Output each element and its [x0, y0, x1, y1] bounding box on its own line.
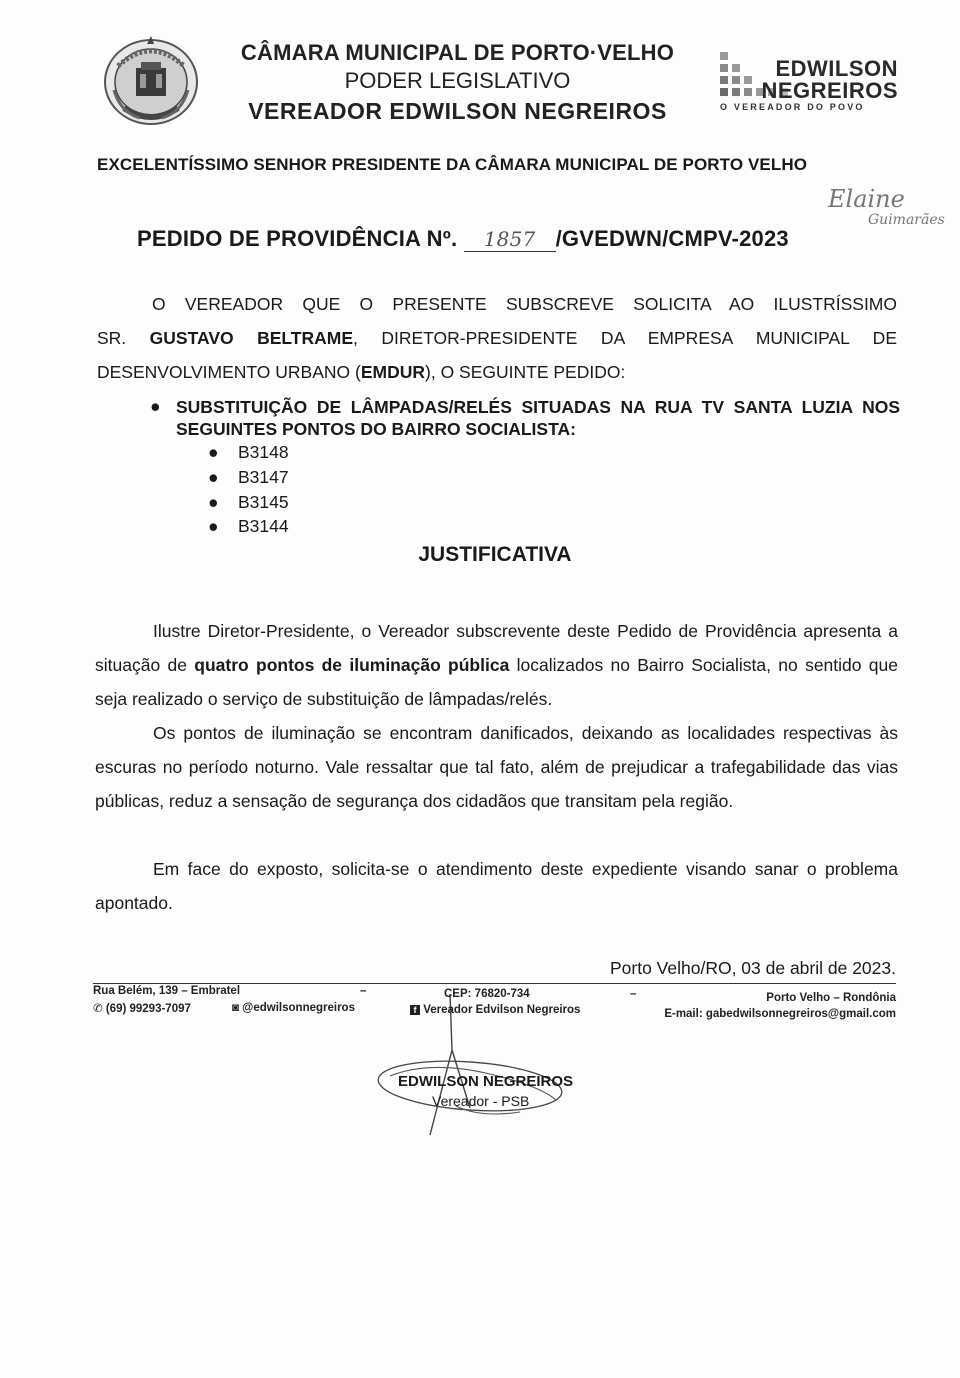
request-title-prefix: PEDIDO DE PROVIDÊNCIA Nº.	[137, 226, 458, 251]
request-number: 1857	[464, 227, 556, 252]
bullet-icon: ●	[208, 516, 219, 536]
signatory-name: EDWILSON NEGREIROS	[398, 1073, 574, 1090]
justification-title: JUSTIFICATIVA	[418, 543, 572, 566]
intro-line-2: SR. GUSTAVO BELTRAME, DIRETOR-PRESIDENTE DA EMPRESA MUNICIPAL DE	[97, 328, 897, 348]
margin-note-line1: Elaine	[828, 185, 905, 213]
header-chamber-name: CÂMARA MUNICIPAL DE PORTO·VELHO	[240, 40, 675, 65]
bullet-icon: ●	[208, 442, 219, 462]
footer-dash: –	[360, 985, 367, 997]
logo-name-line1: EDWILSON	[775, 56, 898, 81]
facebook-icon: f	[410, 1005, 420, 1015]
councilman-logo	[718, 50, 908, 122]
whatsapp-icon: ✆	[93, 1003, 103, 1015]
request-item	[150, 396, 900, 440]
list-item: ● B3144	[208, 516, 289, 536]
signatory-role: Vereador - PSB	[432, 1093, 530, 1109]
footer-address: Rua Belém, 139 – Embratel	[93, 985, 241, 997]
bullet-icon: ●	[208, 467, 219, 487]
footer-facebook[interactable]: f Vereador Edvilson Negreiros	[410, 1004, 580, 1016]
justification-paragraph-3: Em face do exposto, solicita-se o atendimento deste expediente visando sanar o problema apontado.	[95, 859, 898, 913]
bullet-icon: ●	[208, 492, 219, 512]
footer-phone: ✆ (69) 99293-7097	[93, 1003, 191, 1015]
footer-instagram[interactable]: ◙ @edwilsonnegreiros	[232, 1002, 355, 1014]
intro-line-3: DESENVOLVIMENTO URBANO (EMDUR), O SEGUINTE PEDIDO:	[97, 362, 626, 382]
bullet-icon: ●	[150, 396, 161, 416]
recipient-name: GUSTAVO BELTRAME	[149, 328, 354, 348]
list-item: ● B3145	[208, 492, 289, 512]
logo-name-line2: NEGREIROS	[761, 78, 898, 103]
footer-cep: CEP: 76820-734	[444, 988, 530, 1000]
list-item: ● B3147	[208, 467, 289, 487]
place-and-date: Porto Velho/RO, 03 de abril de 2023.	[609, 958, 896, 978]
justification-paragraph-1: Ilustre Diretor-Presidente, o Vereador subscrevente deste Pedido de Providência apresenta a situação de quatro pontos de iluminação pública localizados no Bairro Socialista, no sentido que seja realizado o serviço de substituição de lâmpadas/relés.	[95, 621, 898, 709]
justification-paragraph-2: Os pontos de iluminação se encontram danificados, deixando as localidades respectivas às escuras no período noturno. Vale ressaltar que tal fato, além de prejudicar a trafegabilidade das vias públicas, reduz a sensação de segurança dos cidadãos que transitam pela região.	[95, 723, 898, 811]
header-legislative-power: PODER LEGISLATIVO	[344, 68, 571, 93]
footer-email[interactable]: E-mail: gabedwilsonnegreiros@gmail.com	[664, 1008, 896, 1020]
intro-line-1: O VEREADOR QUE O PRESENTE SUBSCREVE SOLICITA AO ILUSTRÍSSIMO	[152, 294, 897, 314]
list-item: ● B3148	[208, 442, 289, 462]
footer-dash: –	[630, 988, 637, 1000]
header-councilman: VEREADOR EDWILSON NEGREIROS	[248, 98, 667, 124]
agency-acronym: EMDUR	[360, 362, 426, 382]
chamber-coat-of-arms-icon	[100, 30, 202, 130]
request-item-text: SUBSTITUIÇÃO DE LÂMPADAS/RELÉS SITUADAS NA RUA TV SANTA LUZIA NOS SEGUINTES PONTOS DO BAIRRO SOCIALISTA:	[176, 397, 900, 439]
request-title-suffix: /GVEDWN/CMPV-2023	[555, 226, 789, 251]
margin-note-line2: Guimarães	[868, 212, 945, 228]
request-title	[137, 226, 789, 252]
footer-city: Porto Velho – Rondônia	[766, 992, 896, 1004]
addressee: EXCELENTÍSSIMO SENHOR PRESIDENTE DA CÂMARA MUNICIPAL DE PORTO VELHO	[97, 155, 808, 174]
footer-divider	[93, 983, 896, 984]
logo-slogan: O VEREADOR DO POVO	[720, 102, 865, 112]
instagram-icon: ◙	[232, 1002, 239, 1014]
